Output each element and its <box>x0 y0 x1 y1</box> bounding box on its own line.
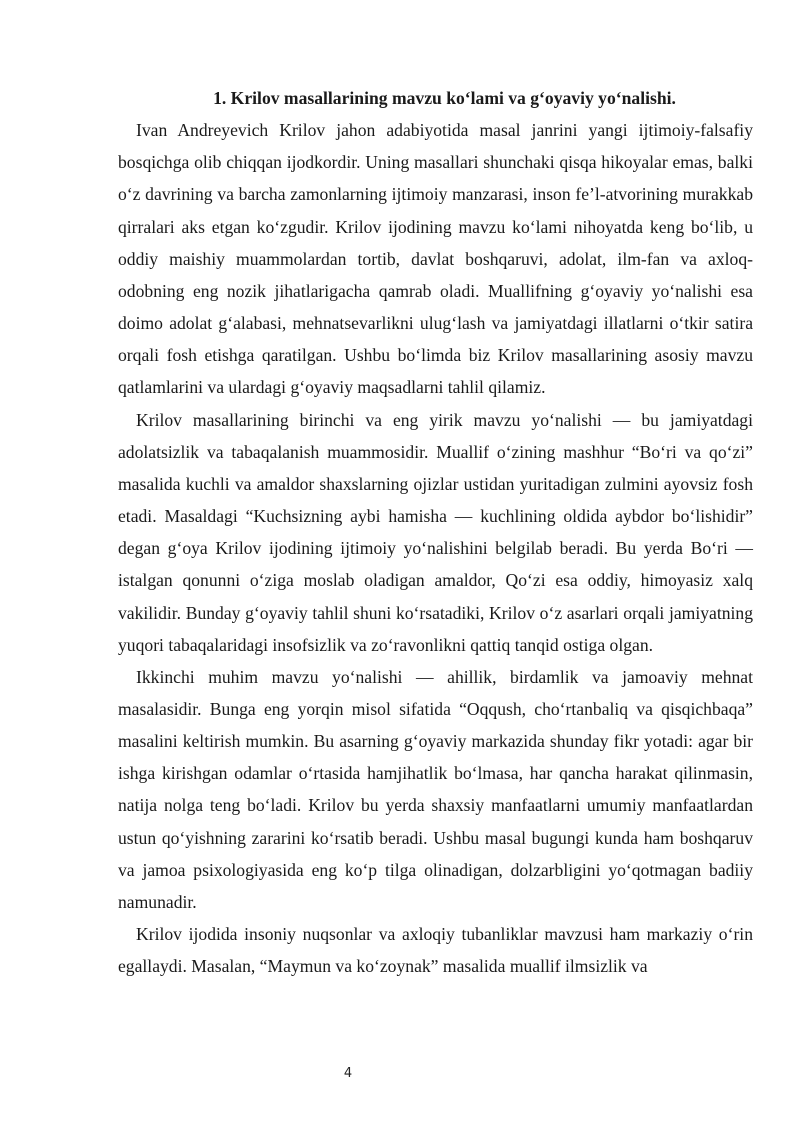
page-number: 4 <box>343 1066 353 1081</box>
paragraph: Krilov masallarining birinchi va eng yirik mavzu yo‘nalishi — bu jamiyatdagi adolatsizlik va tabaqalanish muammosidir. Muallif o‘zining mashhur “Bo‘ri va qo‘zi” masalida kuchli va amaldor shaxslarning ojizlar ustidan yuritadigan zulmini ayovsiz fosh etadi. Masaldagi “Kuchsizning aybi hamisha — kuchlining oldida aybdor bo‘lishidir” degan g‘oya Krilov ijodining ijtimoiy yo‘nalishini belgilab beradi. Bu yerda Bo‘ri — istalgan qonunni o‘ziga moslab oladigan amaldor, Qo‘zi esa oddiy, himoyasiz xalq vakilidir. Bunday g‘oyaviy tahlil shuni ko‘rsatadiki, Krilov o‘z asarlari orqali jamiyatning yuqori tabaqalaridagi insofsizlik va zo‘ravonlikni qattiq tanqid ostiga olgan. <box>118 409 753 655</box>
paragraph: Ikkinchi muhim mavzu yo‘nalishi — ahillik, birdamlik va jamoaviy mehnat masalasidir. Bunga eng yorqin misol sifatida “Oqqush, cho‘rtanbaliq va qisqichbaqa” masalini keltirish mumkin. Bu asarning g‘oyaviy markazida shunday fikr yotadi: agar bir ishga kirishgan odamlar o‘rtasida hamjihatlik bo‘lmasa, har qancha harakat qilinmasin, natija nolga teng bo‘ladi. Krilov bu yerda shaxsiy manfaatlarni umumiy manfaatlardan ustun qo‘yishning zararini ko‘rsatib beradi. Ushbu masal bugungi kunda ham boshqaruv va jamoa psixologiyasida eng ko‘p tilga olinadigan, dolzarbligini yo‘qotmagan badiiy namunadir. <box>118 666 753 912</box>
paragraph: Krilov ijodida insoniy nuqsonlar va axloqiy tubanliklar mavzusi ham markaziy o‘rin egallaydi. Masalan, “Maymun va ko‘zoynak” masalida muallif ilmsizlik va <box>118 924 753 977</box>
section-title: 1. Krilov masallarining mavzu ko‘lami va g‘oyaviy yo‘nalishi. <box>213 88 676 108</box>
paragraph: Ivan Andreyevich Krilov jahon adabiyotida masal janrini yangi ijtimoiy-falsafiy bosqichga olib chiqqan ijodkordir. Uning masallari shunchaki qisqa hikoyalar emas, balki o‘z davrining va barcha zamonlarning ijtimoiy manzarasi, inson fe’l-atvorining murakkab qirralari aks etgan ko‘zgudir. Krilov ijodining mavzu ko‘lami nihoyatda keng bo‘lib, u oddiy maishiy muammolardan tortib, davlat boshqaruvi, adolat, ilm-fan va axloq-odobning eng nozik jihatlarigacha qamrab oladi. Muallifning g‘oyaviy yo‘nalishi esa doimo adolat g‘alabasi, mehnatsevarlikni ulug‘lash va jamiyatdagi illatlarni o‘tkir satira orqali fosh etishga qaratilgan. Ushbu bo‘limda biz Krilov masallarining asosiy mavzu qatlamlarini va ulardagi g‘oyaviy maqsadlarni tahlil qilamiz. <box>118 120 753 398</box>
document-body <box>118 82 753 982</box>
